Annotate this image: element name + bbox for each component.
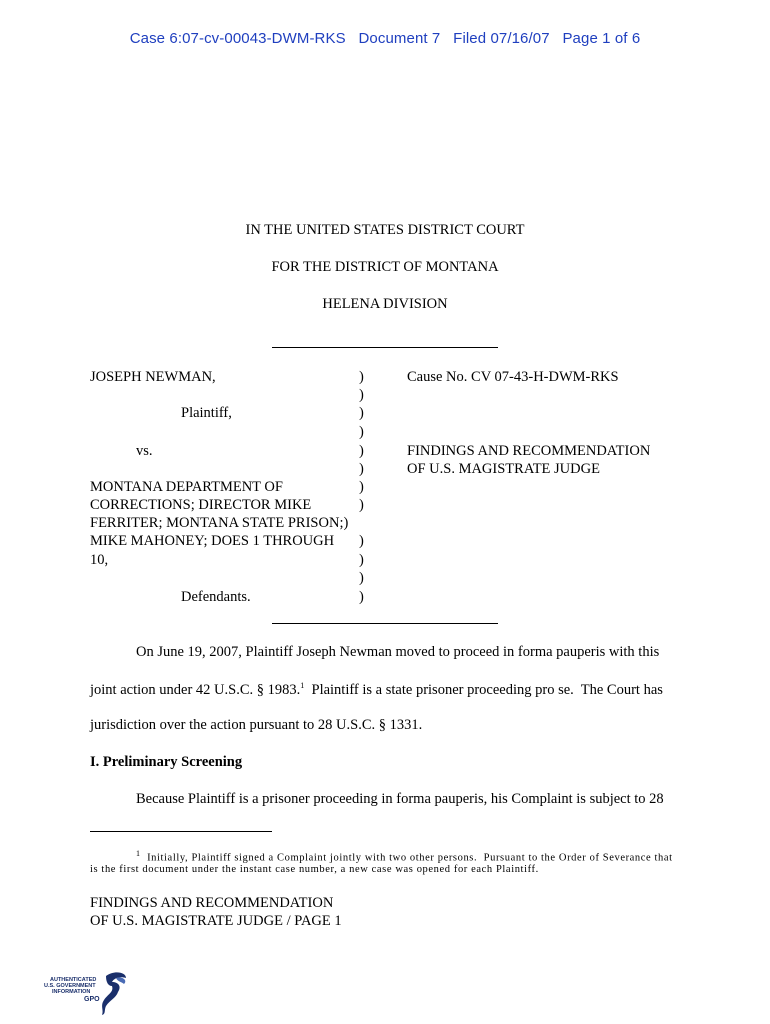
footnote-line: is the first document under the instant case number, a new case was opened for each Plaintiff. [90,864,539,875]
eagle-emblem-icon [96,970,130,1016]
cause-number: Cause No. CV 07-43-H-DWM-RKS [407,369,619,385]
caption-paren: ) [359,405,364,421]
footnote-line [136,849,673,864]
defendant-line: CORRECTIONS; DIRECTOR MIKE [90,497,312,513]
caption-paren: ) [359,570,364,586]
caption-paren: ) [359,552,364,568]
defendant-line: 10, [90,552,109,568]
caption-bottom-rule [272,623,498,624]
document-title-line1: FINDINGS AND RECOMMENDATION [407,443,651,459]
court-division-line: HELENA DIVISION [322,296,448,312]
logo-text-line: AUTHENTICATED [50,977,97,983]
caption-paren: ) [359,369,364,385]
defendant-line: FERRITER; MONTANA STATE PRISON;) [90,515,349,531]
caption-paren: ) [359,479,364,495]
document-title-line2: OF U.S. MAGISTRATE JUDGE [407,461,600,477]
caption-paren: ) [359,497,364,513]
page-footer-line2: OF U.S. MAGISTRATE JUDGE / PAGE 1 [90,913,342,929]
footnote-marker: 1 [136,849,141,858]
body-text-segment: joint action under 42 U.S.C. § 1983. [90,681,301,698]
caption-paren: ) [359,589,364,605]
page-footer-line1: FINDINGS AND RECOMMENDATION [90,895,334,911]
body-paragraph-line: jurisdiction over the action pursuant to 28 U.S.C. § 1331. [90,717,423,733]
versus-label: vs. [136,443,153,459]
caption-paren: ) [359,387,364,403]
caption-paren: ) [359,533,364,549]
logo-text-line: INFORMATION [52,989,91,995]
body-paragraph-line: Because Plaintiff is a prisoner proceeding in forma pauperis, his Complaint is subject to 28 [136,791,664,807]
caption-paren: ) [359,443,364,459]
body-paragraph-line: On June 19, 2007, Plaintiff Joseph Newman moved to proceed in forma pauperis with this [136,644,660,660]
footnote-text: Initially, Plaintiff signed a Complaint jointly with two other persons. Pursuant to the Order of Severance that [147,852,673,864]
plaintiff-name: JOSEPH NEWMAN, [90,369,216,385]
logo-text-gpo: GPO [84,996,100,1003]
court-name-line: IN THE UNITED STATES DISTRICT COURT [245,222,525,238]
filing-stamp-header: Case 6:07-cv-00043-DWM-RKS Document 7 Filed 07/16/07 Page 1 of 6 [129,30,641,47]
caption-top-rule [272,347,498,348]
defendant-line: MIKE MAHONEY; DOES 1 THROUGH [90,533,335,549]
section-heading: I. Preliminary Screening [90,754,243,770]
footnote-reference: 1 [300,681,305,690]
defendant-line: MONTANA DEPARTMENT OF [90,479,283,495]
body-text-segment: Plaintiff is a state prisoner proceeding pro se. The Court has [304,681,663,698]
caption-paren: ) [359,461,364,477]
plaintiff-role: Plaintiff, [181,405,232,421]
caption-paren: ) [359,424,364,440]
footnote-separator [90,831,272,832]
gpo-authentication-logo [44,970,130,1018]
defendant-role: Defendants. [181,589,251,605]
logo-text-line: U.S. GOVERNMENT [44,983,96,989]
court-district-line: FOR THE DISTRICT OF MONTANA [271,259,499,275]
body-paragraph-line [90,681,663,699]
